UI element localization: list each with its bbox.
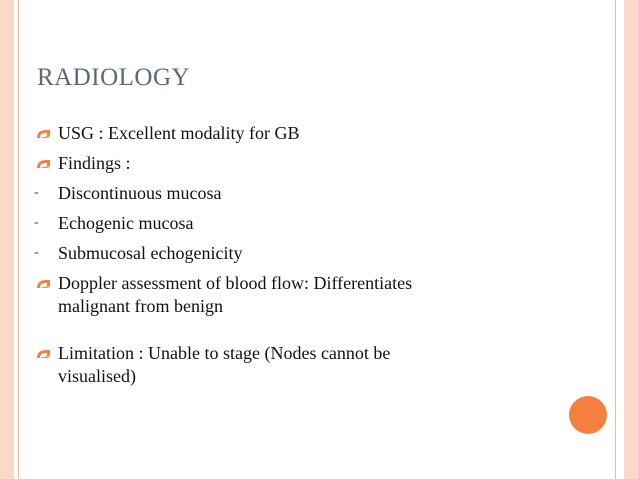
list-item [34,338,554,388]
dash-marker: - [34,245,39,260]
list-item [34,238,554,268]
list-item [34,268,554,318]
list-item [34,208,554,238]
list-item-text: Doppler assessment of blood flow: Differentiates [58,273,413,293]
dash-marker: - [34,185,39,200]
list-item [34,148,554,178]
right-border [624,0,638,479]
list-item-text: Discontinuous mucosa [58,183,222,203]
list-item-text: Findings : [58,153,131,173]
orange-circle-icon [569,396,607,434]
bullet-list [34,118,554,388]
curved-arrow-bullet-icon [36,129,51,139]
left-border-rule [18,0,19,479]
list-item-text: Echogenic mucosa [58,213,194,233]
curved-arrow-bullet-icon [36,279,51,289]
dash-marker: - [34,215,39,230]
list-item-continuation: malignant from benign [58,296,223,316]
curved-arrow-bullet-icon [36,349,51,359]
list-item-continuation: visualised) [58,366,136,386]
list-item [34,178,554,208]
slide-title: RADIOLOGY [37,64,191,91]
curved-arrow-bullet-icon [36,159,51,169]
left-border [0,0,14,479]
list-item-text: Submucosal echogenicity [58,243,243,263]
right-border-rule [615,0,616,479]
list-item-text: Limitation : Unable to stage (Nodes cannot be [58,343,391,363]
list-item [34,118,554,148]
list-item-text: USG : Excellent modality for GB [58,123,300,143]
